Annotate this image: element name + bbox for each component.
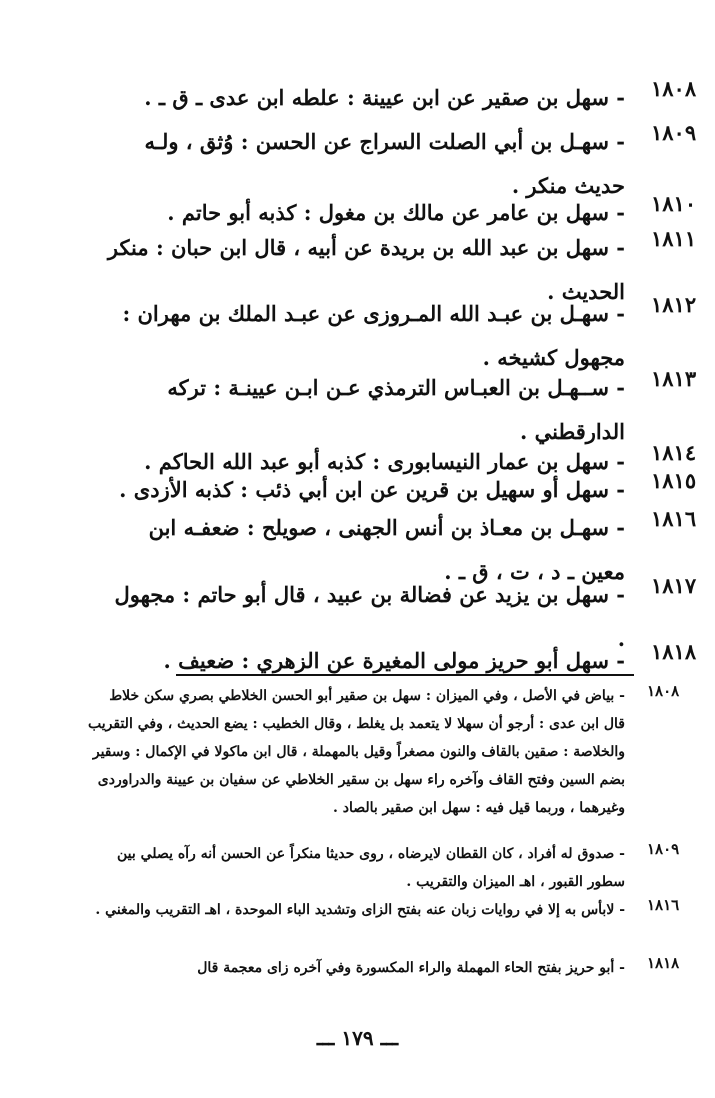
entry-number: ١٨١٣ <box>651 366 697 391</box>
note-number: ١٨١٨ <box>647 954 680 972</box>
note-text: - صدوق له أفراد ، كان القطان لايرضاه ، روى حديثا منكراً عن الحسن أنه رآه يصلي بين سطور القبور ، اهـ الميزان والتقريب . <box>116 846 625 890</box>
entry-number: ١٨١٨ <box>651 639 697 664</box>
entry-number: ١٨١٠ <box>651 191 697 216</box>
entry-text: - سهل بن عبد الله بن بريدة عن أبيه ، قال ابن حبان : منكر الحديث . <box>107 235 625 304</box>
note-number: ١٨٠٩ <box>647 840 680 858</box>
entry-number: ١٨١٧ <box>651 573 697 598</box>
note-text: - بياض في الأصل ، وفي الميزان : سهل بن صقير أبو الحسن الخلاطي بصري سكن خلاط قال ابن عدى : أرجو أن سهلا لا يتعمد بل يغلط ، وقال الخطيب : يضع الحديث ، وفي التقريب والخلاصة : صقين بالقاف والنون مصغراً وقيل بالمهملة ، قال ابن ماكولا في الإكمال : وسقير بضم السين وفتح القاف وآخره راء سهل بن سقير الخلاطي عن سفيان بن عيينة والدراوردى وغيرهما ، وربما قيل فيه : سهل ابن صقير بالصاد . <box>88 688 625 816</box>
entry-text: - سهل بن يزيد عن فضالة بن عبيد ، قال أبو حاتم : مجهول . <box>114 582 625 651</box>
note-text: - لابأس به إلا في روايات زبان عنه بفتح الزاى وتشديد الباء الموحدة ، اهـ التقريب والمغني . <box>95 902 625 918</box>
entry-number: ١٨١١ <box>651 226 697 251</box>
entry-text: - سهل بن عامر عن مالك بن مغول : كذبه أبو حاتم . <box>167 200 625 225</box>
note-1818 <box>85 954 680 982</box>
entry-text: - سهـل بن عبـد الله المـروزى عن عبـد الملك بن مهران : مجهول كشيخه . <box>122 301 625 370</box>
note-1808 <box>85 682 680 822</box>
entry-number: ١٨٠٨ <box>651 76 697 101</box>
entry-number: ١٨١٢ <box>651 292 697 317</box>
entry-number: ١٨١٤ <box>651 440 697 465</box>
entry-text: - سهل بن صقير عن ابن عيينة : علطه ابن عدى ـ ق ـ . <box>144 85 625 110</box>
entry-text: - سهل أبو حريز مولى المغيرة عن الزهري : ضعيف . <box>163 648 625 673</box>
entry-text: - سهل أو سهيل بن قرين عن ابن أبي ذئب : كذبه الأزدى . <box>119 477 625 502</box>
note-number: ١٨١٦ <box>647 896 680 914</box>
entry-text: - سهـل بن أبي الصلت السراج عن الحسن : وُثق ، ولـه حديث منكر . <box>144 129 625 198</box>
note-1809 <box>85 840 680 896</box>
entry-text: - سهـل بن معـاذ بن أنس الجهنى ، صويلح : ضعفـه ابن معين ـ د ، ت ، ق ـ . <box>148 515 625 584</box>
note-number: ١٨٠٨ <box>647 682 680 700</box>
note-1816 <box>85 896 680 924</box>
note-text: - أبو حريز بفتح الحاء المهملة والراء المكسورة وفي آخره زاى معجمة قال <box>197 960 625 976</box>
entry-1808 <box>105 76 697 120</box>
footnote-divider <box>176 674 634 676</box>
entry-number: ١٨١٥ <box>651 468 697 493</box>
entry-number: ١٨١٦ <box>651 506 697 531</box>
entry-number: ١٨٠٩ <box>651 120 697 145</box>
entry-text: - سهل بن عمار النيسابورى : كذبه أبو عبد الله الحاكم . <box>144 449 625 474</box>
entry-text: - ســهـل بن العبـاس الترمذي عـن ابـن عيينـة : تركه الدارقطني . <box>167 375 625 444</box>
entry-1818 <box>105 639 697 683</box>
page-number: ـــ ١٧٩ ـــ <box>316 1026 399 1050</box>
